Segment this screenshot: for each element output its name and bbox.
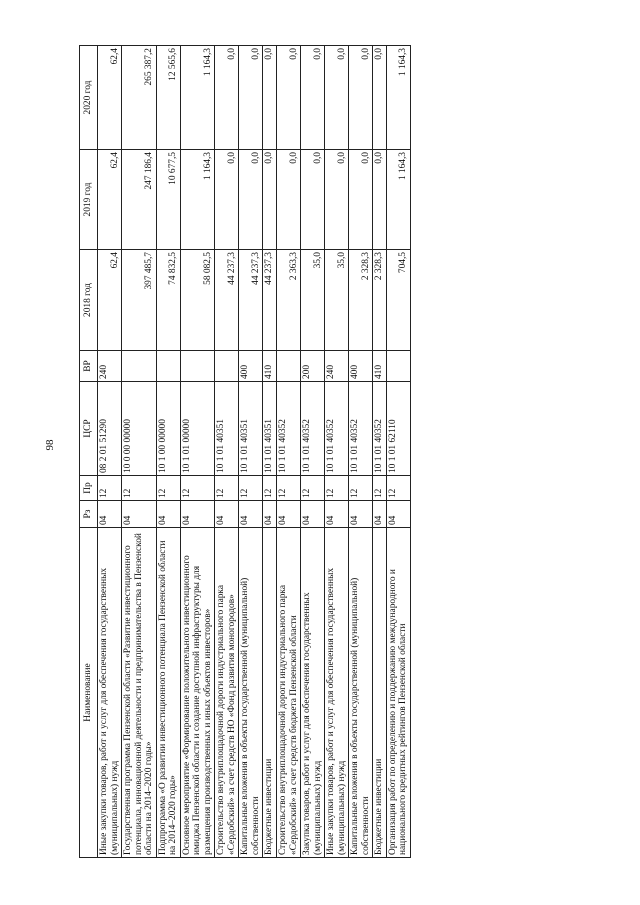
- table-row: [263, 46, 277, 858]
- cell-rz: 04: [156, 501, 180, 528]
- cell-csr: 10 0 00 00000: [122, 382, 157, 476]
- cell-name: Бюджетные инвестиции: [263, 528, 277, 858]
- table-row: [276, 46, 300, 858]
- cell-pr: 12: [349, 476, 373, 501]
- cell-csr: 10 1 01 40351: [263, 382, 277, 476]
- table-row: [180, 46, 215, 858]
- cell-vr: [386, 351, 410, 382]
- cell-2019: 0,0: [276, 150, 300, 250]
- cell-csr: 10 1 01 40352: [276, 382, 300, 476]
- cell-csr: 10 1 01 40352: [349, 382, 373, 476]
- cell-pr: 12: [386, 476, 410, 501]
- cell-vr: [180, 351, 215, 382]
- cell-vr: 400: [239, 351, 263, 382]
- table-row: [239, 46, 263, 858]
- cell-2019: 0,0: [373, 150, 387, 250]
- cell-name: Строительство внутриплощадочной дороги индустриального парка «Сердобский» за счет средств НО «Фонд развития моногородов»: [215, 528, 239, 858]
- cell-pr: 12: [156, 476, 180, 501]
- cell-vr: [276, 351, 300, 382]
- cell-2020: 0,0: [373, 46, 387, 150]
- cell-2020: 0,0: [301, 46, 325, 150]
- cell-csr: 10 1 01 40351: [239, 382, 263, 476]
- cell-2019: 0,0: [325, 150, 349, 250]
- table-row: [349, 46, 373, 858]
- header-2018: 2018 год: [80, 250, 98, 351]
- cell-2020: 62,4: [98, 46, 122, 150]
- cell-2019: 247 186,4: [122, 150, 157, 250]
- cell-2018: 74 832,5: [156, 250, 180, 351]
- table-row: [156, 46, 180, 858]
- cell-2018: 35,0: [301, 250, 325, 351]
- cell-csr: 10 1 01 00000: [180, 382, 215, 476]
- cell-rz: 04: [122, 501, 157, 528]
- cell-2018: 704,5: [386, 250, 410, 351]
- table-row: [325, 46, 349, 858]
- cell-pr: 12: [373, 476, 387, 501]
- cell-pr: 12: [98, 476, 122, 501]
- cell-rz: 04: [180, 501, 215, 528]
- cell-csr: 10 1 00 00000: [156, 382, 180, 476]
- header-rz: Рз: [80, 501, 98, 528]
- cell-csr: 10 1 01 40352: [301, 382, 325, 476]
- cell-name: Иные закупки товаров, работ и услуг для обеспечения государственных (муниципальных) нужд: [325, 528, 349, 858]
- cell-2019: 62,4: [98, 150, 122, 250]
- cell-2019: 10 677,5: [156, 150, 180, 250]
- cell-rz: 04: [98, 501, 122, 528]
- cell-vr: 200: [301, 351, 325, 382]
- cell-vr: 410: [373, 351, 387, 382]
- cell-2020: 0,0: [239, 46, 263, 150]
- cell-2019: 0,0: [215, 150, 239, 250]
- cell-2019: 1 164,3: [386, 150, 410, 250]
- cell-vr: [215, 351, 239, 382]
- cell-vr: [156, 351, 180, 382]
- rotated-table-frame: [79, 46, 558, 858]
- cell-rz: 04: [215, 501, 239, 528]
- cell-vr: 240: [325, 351, 349, 382]
- cell-pr: 12: [325, 476, 349, 501]
- cell-name: Основное мероприятие «Формирование положительного инвестиционного имиджа Пензенской области и создание доступной инфраструктуры для размещения производственных и иных объектов инвесторов»: [180, 528, 215, 858]
- cell-2020: 0,0: [349, 46, 373, 150]
- cell-pr: 12: [301, 476, 325, 501]
- table-row: [98, 46, 122, 858]
- cell-2018: 397 485,7: [122, 250, 157, 351]
- cell-name: Государственная программа Пензенской области «Развитие инвестиционного потенциала, инновационной деятельности и предпринимательства в Пензенской области на 2014–2020 годы»: [122, 528, 157, 858]
- header-pr: Пр: [80, 476, 98, 501]
- cell-2019: 0,0: [263, 150, 277, 250]
- cell-csr: 10 1 01 40352: [373, 382, 387, 476]
- cell-2020: 0,0: [215, 46, 239, 150]
- cell-2018: 58 082,5: [180, 250, 215, 351]
- cell-pr: 12: [239, 476, 263, 501]
- cell-2020: 1 164,3: [386, 46, 410, 150]
- cell-rz: 04: [239, 501, 263, 528]
- cell-2019: 0,0: [349, 150, 373, 250]
- cell-vr: 240: [98, 351, 122, 382]
- cell-2018: 2 328,3: [349, 250, 373, 351]
- cell-vr: [122, 351, 157, 382]
- cell-2018: 2 328,3: [373, 250, 387, 351]
- cell-2020: 12 565,6: [156, 46, 180, 150]
- cell-name: Капитальные вложения в объекты государственной (муниципальной) собственности: [349, 528, 373, 858]
- cell-2018: 62,4: [98, 250, 122, 351]
- cell-name: Строительство внутриплощадочной дороги индустриального парка «Сердобский» за счет средств бюджета Пензенской области: [276, 528, 300, 858]
- cell-2018: 2 363,3: [276, 250, 300, 351]
- header-2019: 2019 год: [80, 150, 98, 250]
- cell-2020: 265 387,2: [122, 46, 157, 150]
- cell-vr: 400: [349, 351, 373, 382]
- cell-2018: 35,0: [325, 250, 349, 351]
- table-row: [301, 46, 325, 858]
- cell-rz: 04: [325, 501, 349, 528]
- header-csr: ЦСР: [80, 382, 98, 476]
- cell-csr: 08 2 01 51290: [98, 382, 122, 476]
- header-name: Наименование: [80, 528, 98, 858]
- cell-pr: 12: [122, 476, 157, 501]
- cell-2019: 0,0: [301, 150, 325, 250]
- cell-csr: 10 1 01 40351: [215, 382, 239, 476]
- table-row: [373, 46, 387, 858]
- budget-table-container: [79, 46, 558, 858]
- table-row: [386, 46, 410, 858]
- cell-2020: 1 164,3: [180, 46, 215, 150]
- cell-2020: 0,0: [325, 46, 349, 150]
- cell-2019: 1 164,3: [180, 150, 215, 250]
- cell-name: Капитальные вложения в объекты государственной (муниципальной) собственности: [239, 528, 263, 858]
- cell-2020: 0,0: [263, 46, 277, 150]
- cell-csr: 10 1 01 62110: [386, 382, 410, 476]
- cell-name: Организация работ по определению и поддержанию международного и национального кредитных рейтингов Пензенской области: [386, 528, 410, 858]
- table-header-row: [80, 46, 98, 858]
- cell-name: Иные закупки товаров, работ и услуг для обеспечения государственных (муниципальных) нужд: [98, 528, 122, 858]
- cell-pr: 12: [215, 476, 239, 501]
- cell-pr: 12: [180, 476, 215, 501]
- budget-table: [79, 45, 411, 858]
- cell-2020: 0,0: [276, 46, 300, 150]
- page-number: 98: [44, 439, 56, 451]
- cell-name: Бюджетные инвестиции: [373, 528, 387, 858]
- cell-vr: 410: [263, 351, 277, 382]
- cell-rz: 04: [276, 501, 300, 528]
- cell-name: Закупка товаров, работ и услуг для обеспечения государственных (муниципальных) нужд: [301, 528, 325, 858]
- cell-name: Подпрограмма «О развитии инвестиционного потенциала Пензенской области на 2014–2020 годы»: [156, 528, 180, 858]
- table-row: [122, 46, 157, 858]
- cell-rz: 04: [373, 501, 387, 528]
- table-row: [215, 46, 239, 858]
- cell-pr: 12: [276, 476, 300, 501]
- cell-rz: 04: [349, 501, 373, 528]
- header-2020: 2020 год: [80, 46, 98, 150]
- cell-pr: 12: [263, 476, 277, 501]
- header-vr: ВР: [80, 351, 98, 382]
- cell-rz: 04: [263, 501, 277, 528]
- cell-2019: 0,0: [239, 150, 263, 250]
- cell-rz: 04: [301, 501, 325, 528]
- cell-2018: 44 237,3: [239, 250, 263, 351]
- cell-2018: 44 237,3: [215, 250, 239, 351]
- cell-csr: 10 1 01 40352: [325, 382, 349, 476]
- cell-rz: 04: [386, 501, 410, 528]
- cell-2018: 44 237,3: [263, 250, 277, 351]
